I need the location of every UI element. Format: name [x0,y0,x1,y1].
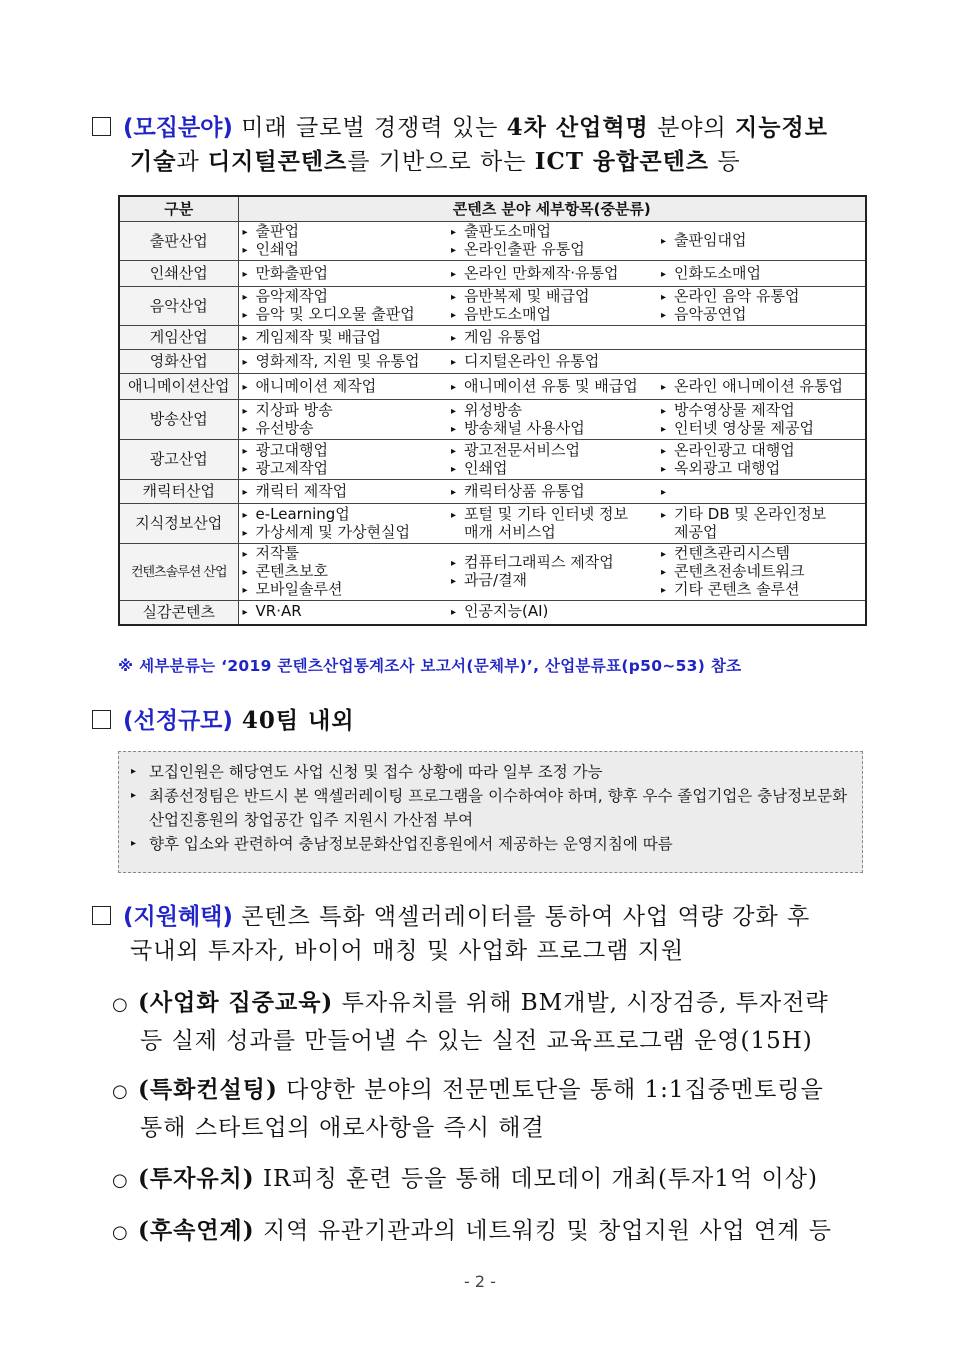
header-category: 구분 [119,196,238,222]
table-row [119,544,866,601]
category-cell: 방송산업 [119,400,238,440]
detail-item: ▸ 인화도소매업 [661,265,861,283]
table-row [119,326,866,350]
benefit-item: ○ (투자유치) IR피칭 훈련 등을 통해 데모데이 개최(투자1억 이상) [112,1161,872,1199]
table-row [119,261,866,287]
detail-item: ▸ 광고제작업 [243,460,444,478]
table-footnote: ※ 세부분류는 ‘2019 콘텐츠산업통계조사 보고서(문체부)’, 산업분류표(p50~53) 참조 [118,657,742,675]
detail-item: ▸ 온라인광고 대행업 [661,442,861,460]
detail-item: ▸ 옥외광고 대행업 [661,460,861,478]
detail-cell [447,374,657,400]
detail-item: ▸ 방송채널 사용사업 [451,420,653,438]
detail-cell [238,440,447,480]
detail-item: ▸ 출판도소매업 [451,223,653,241]
detail-item: ▸ 광고전문서비스업 [451,442,653,460]
detail-item: 매개 서비스업 [464,522,556,541]
detail-item: ▸ 모바일솔루션 [243,581,444,599]
table-row [119,222,866,261]
detail-item: ▸ 캐릭터상품 유통업 [451,483,653,501]
category-cell: 애니메이션산업 [119,374,238,400]
detail-cell [657,504,866,544]
detail-item: ▸ 음악공연업 [661,306,861,324]
detail-item: ▸ 캐릭터 제작업 [243,483,444,501]
section-label: (모집분야) [123,115,233,141]
notice-item: ▸ 모집인원은 해당연도 사업 신청 및 접수 상황에 따라 일부 조정 가능 [129,760,852,784]
detail-item: ▸ 포털 및 기타 인터넷 정보 [451,506,653,524]
detail-item: ▸ 온라인 애니메이션 유통업 [661,378,861,396]
section-recruit-field: (모집분야) 미래 글로벌 경쟁력 있는 4차 산업혁명 분야의 지능정보 기술과 디지털콘텐츠를 기반으로 하는 ICT 융합콘텐츠 등 [92,111,872,179]
checkbox-square-icon [92,117,111,136]
detail-cell [657,601,866,625]
detail-item: 제공업 [674,522,718,541]
detail-cell [657,480,866,504]
benefit-item: ○ (특화컨설팅) 다양한 분야의 전문멘토단을 통해 1:1집중멘토링을 통해 스타트업의 애로사항을 즉시 해결 [112,1076,824,1141]
detail-cell [238,261,447,287]
detail-item: ▸ 광고대행업 [243,442,444,460]
detail-item: ▸ 컨텐츠관리시스템 [661,545,861,563]
table-row [119,440,866,480]
detail-item: ▸ VR·AR [243,603,444,621]
detail-cell [657,440,866,480]
detail-item: ▸ 디지털온라인 유통업 [451,353,653,371]
table-header-row [119,196,866,222]
detail-item: ▸ e-Learning업 [243,506,444,524]
detail-item: ▸ 기타 콘텐츠 솔루션 [661,581,861,599]
detail-item: ▸ 출판임대업 [661,232,861,250]
detail-item: ▸ 음악제작업 [243,288,444,306]
detail-item: ▸ 게임제작 및 배급업 [243,329,444,347]
detail-item: ▸ 기타 DB 및 온라인정보 [661,506,861,524]
detail-cell [238,400,447,440]
detail-cell [447,400,657,440]
detail-cell [447,544,657,601]
header-detail: 콘텐츠 분야 세부항목(중분류) [238,196,866,222]
detail-cell [238,544,447,601]
detail-cell [238,222,447,261]
detail-cell [238,287,447,326]
table-row [119,287,866,326]
detail-item: ▸ 콘텐츠보호 [243,563,444,581]
detail-cell [657,222,866,261]
section-support-benefits: (지원혜택) 콘텐츠 특화 액셀러레이터를 통하여 사업 역량 강화 후 국내외 투자자, 바이어 매칭 및 사업화 프로그램 지원 [92,900,872,968]
detail-cell [447,440,657,480]
circle-bullet-icon: ○ [112,994,129,1015]
detail-item: ▸ 음반도소매업 [451,306,653,324]
detail-cell [657,544,866,601]
table-row [119,400,866,440]
detail-item: ▸ 온라인출판 유통업 [451,241,653,259]
detail-item: ▸ 온라인 만화제작·유통업 [451,265,653,283]
category-cell: 출판산업 [119,222,238,261]
table-row [119,504,866,544]
detail-item: ▸ 온라인 음악 유통업 [661,288,861,306]
detail-cell [447,601,657,625]
checkbox-square-icon [92,710,111,729]
notice-box [118,751,863,873]
category-cell: 실감콘텐츠 [119,601,238,625]
table-row [119,480,866,504]
detail-item: ▸ 게임 유통업 [451,329,653,347]
circle-bullet-icon: ○ [112,1222,129,1243]
content-category-table [118,195,867,626]
benefit-item: ○ (후속연계) 지역 유관기관과의 네트워킹 및 창업지원 사업 연계 등 [112,1213,872,1251]
detail-cell [238,504,447,544]
category-cell: 영화산업 [119,350,238,374]
table-row [119,601,866,625]
detail-cell [447,350,657,374]
detail-item: ▸ 인터넷 영상물 제공업 [661,420,861,438]
detail-item: ▸ 만화출판업 [243,265,444,283]
detail-cell [447,222,657,261]
detail-item: ▸ 가상세계 및 가상현실업 [243,524,444,542]
detail-cell [657,400,866,440]
detail-cell [447,326,657,350]
circle-bullet-icon: ○ [112,1081,129,1102]
table-row [119,350,866,374]
detail-cell [238,350,447,374]
detail-item: ▸ 애니메이션 제작업 [243,378,444,396]
detail-item: ▸ 콘텐츠전송네트워크 [661,563,861,581]
category-cell: 지식정보산업 [119,504,238,544]
category-cell: 게임산업 [119,326,238,350]
detail-cell [657,374,866,400]
detail-cell [238,326,447,350]
category-cell: 인쇄산업 [119,261,238,287]
detail-item: ▸ 음악 및 오디오물 출판업 [243,306,444,324]
detail-item: ▸ 저작툴 [243,545,444,563]
category-cell: 컨텐츠솔루션 산업 [119,544,238,601]
detail-item: ▸ 출판업 [243,223,444,241]
detail-cell [447,504,657,544]
detail-cell [657,287,866,326]
detail-item: ▸ 음반복제 및 배급업 [451,288,653,306]
detail-item: ▸ 지상파 방송 [243,402,444,420]
section-selection-scale: (선정규모) 40팀 내외 [92,704,872,738]
detail-item: ▸ 인쇄업 [451,460,653,478]
detail-item: ▸ 컴퓨터그래픽스 제작업 [451,554,653,572]
detail-cell [447,480,657,504]
detail-item: ▸ 인공지능(AI) [451,603,653,621]
detail-cell [447,287,657,326]
detail-item: ▸ 영화제작, 지원 및 유통업 [243,353,444,371]
category-cell: 광고산업 [119,440,238,480]
detail-item: ▸ 애니메이션 유통 및 배급업 [451,378,653,396]
detail-cell [447,261,657,287]
detail-cell [657,261,866,287]
notice-item: ▸ 최종선정팀은 반드시 본 액셀러레이팅 프로그램을 이수하여야 하며, 향후 우수 졸업기업은 충남정보문화산업진흥원의 창업공간 입주 지원시 가산점 부여 [129,784,852,832]
benefit-item: ○ (사업화 집중교육) 투자유치를 위해 BM개발, 시장검증, 투자전략 등 실제 성과를 만들어낼 수 있는 실전 교육프로그램 운영(15H) [112,989,829,1054]
page-number: - 2 - [464,1272,496,1291]
detail-cell [657,350,866,374]
detail-cell [238,480,447,504]
detail-item: ▸ 유선방송 [243,420,444,438]
detail-cell [238,374,447,400]
detail-item: ▸ 방수영상물 제작업 [661,402,861,420]
detail-item: ▸ 과금/결재 [451,572,653,590]
notice-item: ▸ 향후 입소와 관련하여 충남정보문화산업진흥원에서 제공하는 운영지침에 따름 [129,832,852,856]
table-row [119,374,866,400]
detail-item: ▸ 인쇄업 [243,241,444,259]
detail-cell [657,326,866,350]
category-cell: 캐릭터산업 [119,480,238,504]
category-cell: 음악산업 [119,287,238,326]
detail-item [661,483,861,501]
detail-cell [238,601,447,625]
detail-item: ▸ 위성방송 [451,402,653,420]
circle-bullet-icon: ○ [112,1170,129,1191]
checkbox-square-icon [92,906,111,925]
